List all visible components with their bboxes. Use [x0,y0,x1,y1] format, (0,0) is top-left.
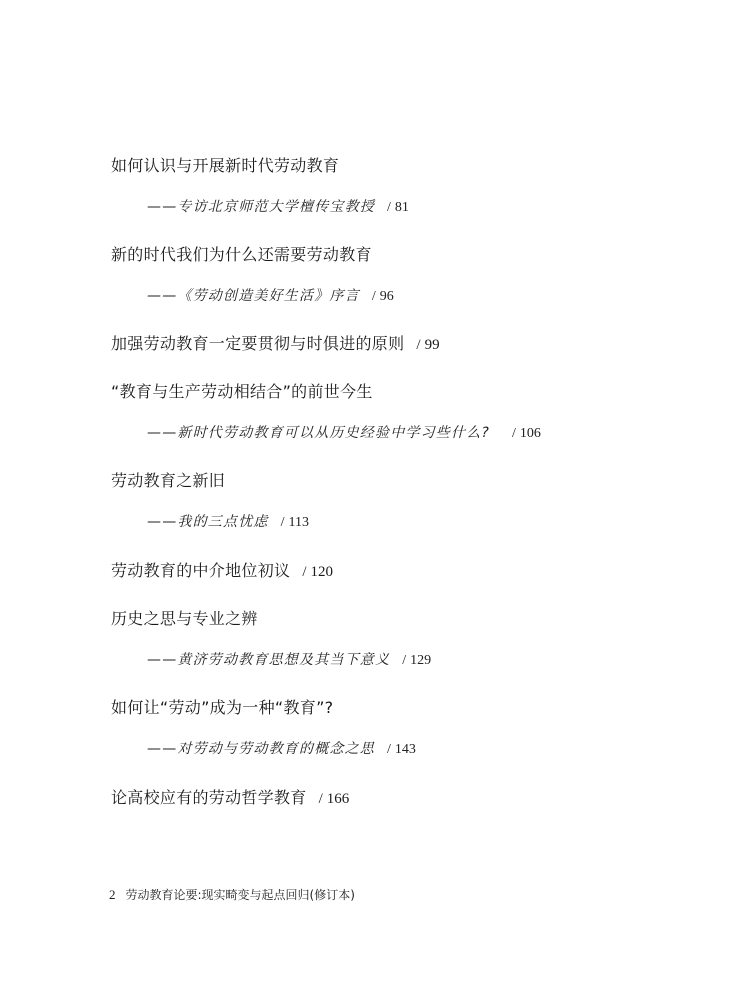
toc-entry-title [111,382,373,402]
toc-entry-title [111,788,349,809]
toc-page-number: / 143 [387,742,416,757]
toc-title-text: 新的时代我们为什么还需要劳动教育 [111,245,372,264]
page-footer [109,887,355,903]
toc-subtitle-text: ——对劳动与劳动教育的概念之思 [147,741,375,757]
toc-entry-title [111,561,333,582]
toc-page-number: / 81 [387,200,409,215]
footer-book-title: 劳动教育论要:现实畸变与起点回归(修订本) [125,888,355,902]
toc-title-text: 如何认识与开展新时代劳动教育 [111,156,340,175]
toc-page-number: / 99 [416,337,440,353]
toc-subtitle-text: ——新时代劳动教育可以从历史经验中学习些什么? [147,425,491,441]
toc-entry-subtitle [147,651,431,670]
toc-subtitle-text: ——专访北京师范大学檀传宝教授 [147,199,375,215]
toc-entry-subtitle [147,198,409,217]
toc-entry-title [111,609,258,629]
toc-title-text: 历史之思与专业之辨 [111,609,258,628]
toc-subtitle-text: ——《劳动创造美好生活》序言 [147,288,360,304]
toc-entry-subtitle [147,424,541,443]
toc-title-text: 加强劳动教育一定要贯彻与时俱进的原则 [111,334,405,353]
toc-subtitle-text: ——黄济劳动教育思想及其当下意义 [147,652,391,668]
toc-entry-title [111,245,372,265]
toc-entry-title [111,156,339,176]
toc-entry-title [111,698,333,718]
toc-entry-subtitle [147,513,309,532]
toc-title-text: 劳动教育之新旧 [111,471,226,490]
toc-title-text: 如何让“劳动”成为一种“教育”? [111,698,334,717]
toc-entry-title [111,334,440,355]
toc-title-text: “教育与生产劳动相结合”的前世今生 [111,382,373,401]
toc-entry-subtitle [147,287,394,306]
toc-entry-title [111,471,225,491]
toc-page-number: / 166 [318,791,350,807]
toc-page-number: / 129 [402,653,432,668]
toc-title-text: 劳动教育的中介地位初议 [111,561,291,580]
toc-page-number: / 106 [512,426,541,441]
toc-page-number: / 96 [371,289,394,304]
toc-title-text: 论高校应有的劳动哲学教育 [111,788,307,807]
toc-page-number: / 113 [280,515,309,530]
toc-page-number: / 120 [302,564,333,580]
toc-entry-subtitle [147,740,416,759]
footer-page-number: 2 [109,887,116,902]
toc-subtitle-text: ——我的三点忧虑 [147,514,269,530]
